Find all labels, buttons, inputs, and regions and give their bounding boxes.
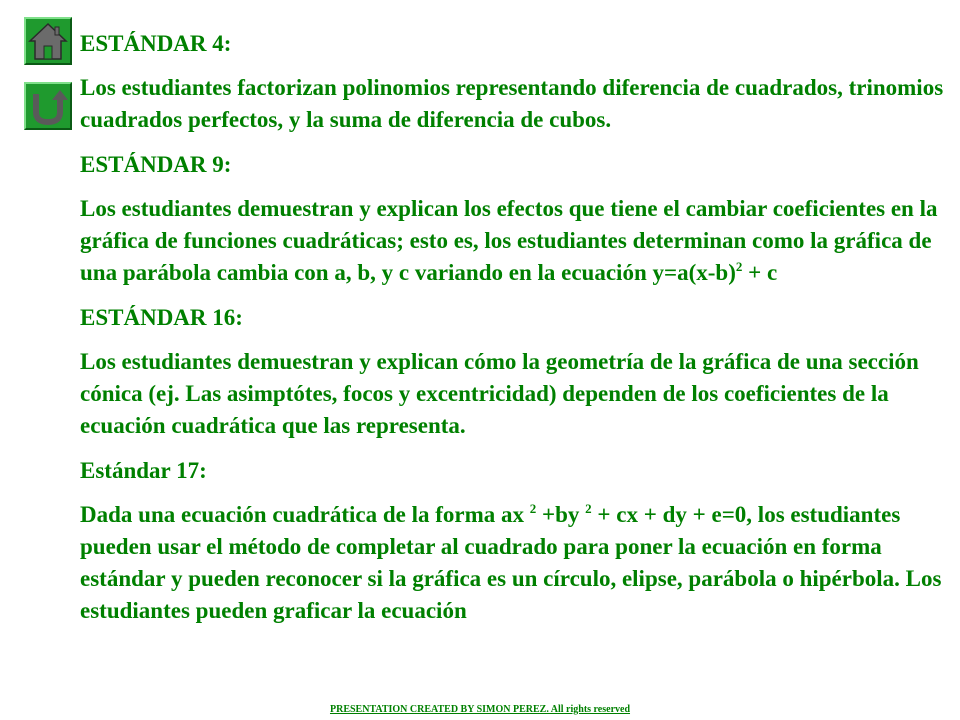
standard-9-text-before: Los estudiantes demuestran y explican los efectos que tiene el cambiar coeficientes en la gráfica de funciones cuadráticas; esto es, los estudiantes determinan como la gráfica de una parábola cambia con a, b, y c variando en la ecuación y=a(x-b) (80, 196, 938, 285)
standard-9-text-after: + c (742, 260, 778, 285)
home-button[interactable] (24, 17, 72, 65)
home-icon (26, 19, 70, 63)
standard-4-text: Los estudiantes factorizan polinomios representando diferencia de cuadrados, trinomios cuadrados perfectos, y la suma de diferencia de cubos. (80, 75, 944, 132)
back-button[interactable] (24, 82, 72, 130)
standard-17-text-part2: +by (536, 502, 586, 527)
standard-9-heading: ESTÁNDAR 9: (80, 152, 232, 177)
standard-17-heading: Estándar 17: (80, 458, 207, 483)
standard-17-text-part1: Dada una ecuación cuadrática de la forma ax (80, 502, 530, 527)
return-arrow-icon (26, 84, 70, 128)
standard-16-text: Los estudiantes demuestran y explican cómo la geometría de la gráfica de una sección cónica (ej. Las asimptótes, focos y excentricidad) dependen de los coeficientes de la ecuación cuadrática que las representa. (80, 349, 919, 438)
standard-17-text (80, 499, 950, 627)
standard-17-text-part3: + cx + dy + e=0, los estudiantes pueden usar el método de completar al cuadrado para poner la ecuación en forma estándar y pueden reconocer si la gráfica es un círculo, elipse, parábola o hipérbola. Los estudiantes pueden graficar la ecuación (80, 502, 942, 623)
standard-9-exponent: 2 (735, 259, 743, 274)
standard-4-heading: ESTÁNDAR 4: (80, 31, 232, 56)
standards-content (80, 28, 950, 640)
standard-16-heading: ESTÁNDAR 16: (80, 305, 243, 330)
footer-credit[interactable]: PRESENTATION CREATED BY SIMON PEREZ. All rights reserved (329, 704, 631, 715)
standard-17-exponent-2: 2 (585, 501, 592, 516)
standard-17-exponent-1: 2 (529, 501, 537, 516)
standard-9-text (80, 193, 950, 289)
